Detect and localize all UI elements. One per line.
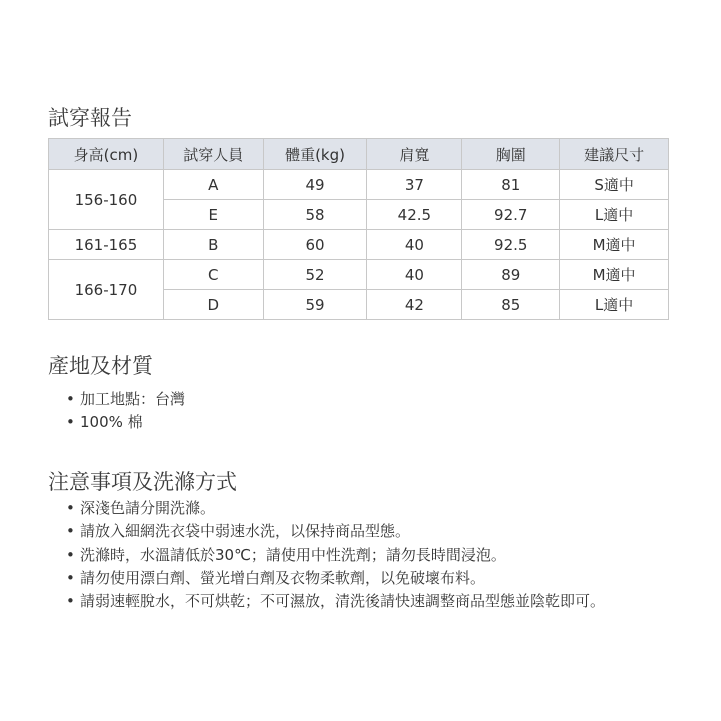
header-chest: 胸圍 xyxy=(462,139,560,170)
shoulder-cell: 37 xyxy=(367,170,462,200)
header-size: 建議尺寸 xyxy=(560,139,669,170)
shoulder-cell: 42 xyxy=(367,290,462,320)
weight-cell: 58 xyxy=(263,200,367,230)
header-height: 身高(cm) xyxy=(49,139,164,170)
list-item: • 100% 棉 xyxy=(66,411,185,434)
list-item: • 洗滌時，水溫請低於30℃；請使用中性洗劑；請勿長時間浸泡。 xyxy=(66,544,605,567)
list-item: • 請放入細網洗衣袋中弱速水洗，以保持商品型態。 xyxy=(66,520,605,543)
table-row xyxy=(49,230,669,260)
weight-cell: 59 xyxy=(263,290,367,320)
header-weight: 體重(kg) xyxy=(263,139,367,170)
weight-cell: 60 xyxy=(263,230,367,260)
size-cell: L適中 xyxy=(560,290,669,320)
table-row xyxy=(49,260,669,290)
chest-cell: 81 xyxy=(462,170,560,200)
fit-report-table xyxy=(48,138,669,320)
size-cell: M適中 xyxy=(560,260,669,290)
origin-list xyxy=(66,388,185,435)
chest-cell: 85 xyxy=(462,290,560,320)
tester-cell: C xyxy=(163,260,263,290)
tester-cell: A xyxy=(163,170,263,200)
fit-report-title: 試穿報告 xyxy=(48,106,132,130)
chest-cell: 89 xyxy=(462,260,560,290)
header-tester: 試穿人員 xyxy=(163,139,263,170)
list-item: • 深淺色請分開洗滌。 xyxy=(66,497,605,520)
size-cell: S適中 xyxy=(560,170,669,200)
origin-title: 產地及材質 xyxy=(48,354,153,378)
shoulder-cell: 40 xyxy=(367,230,462,260)
height-cell: 166-170 xyxy=(49,260,164,320)
care-list xyxy=(66,497,605,613)
table-row xyxy=(49,170,669,200)
size-cell: M適中 xyxy=(560,230,669,260)
height-cell: 156-160 xyxy=(49,170,164,230)
shoulder-cell: 42.5 xyxy=(367,200,462,230)
size-cell: L適中 xyxy=(560,200,669,230)
tester-cell: E xyxy=(163,200,263,230)
tester-cell: B xyxy=(163,230,263,260)
list-item: • 加工地點：台灣 xyxy=(66,388,185,411)
list-item: • 請勿使用漂白劑、螢光增白劑及衣物柔軟劑，以免破壞布料。 xyxy=(66,567,605,590)
list-item: • 請弱速輕脫水，不可烘乾；不可濕放，清洗後請快速調整商品型態並陰乾即可。 xyxy=(66,590,605,613)
header-shoulder: 肩寬 xyxy=(367,139,462,170)
care-title: 注意事項及洗滌方式 xyxy=(48,470,237,494)
chest-cell: 92.5 xyxy=(462,230,560,260)
weight-cell: 52 xyxy=(263,260,367,290)
shoulder-cell: 40 xyxy=(367,260,462,290)
tester-cell: D xyxy=(163,290,263,320)
table-header-row xyxy=(49,139,669,170)
height-cell: 161-165 xyxy=(49,230,164,260)
weight-cell: 49 xyxy=(263,170,367,200)
chest-cell: 92.7 xyxy=(462,200,560,230)
